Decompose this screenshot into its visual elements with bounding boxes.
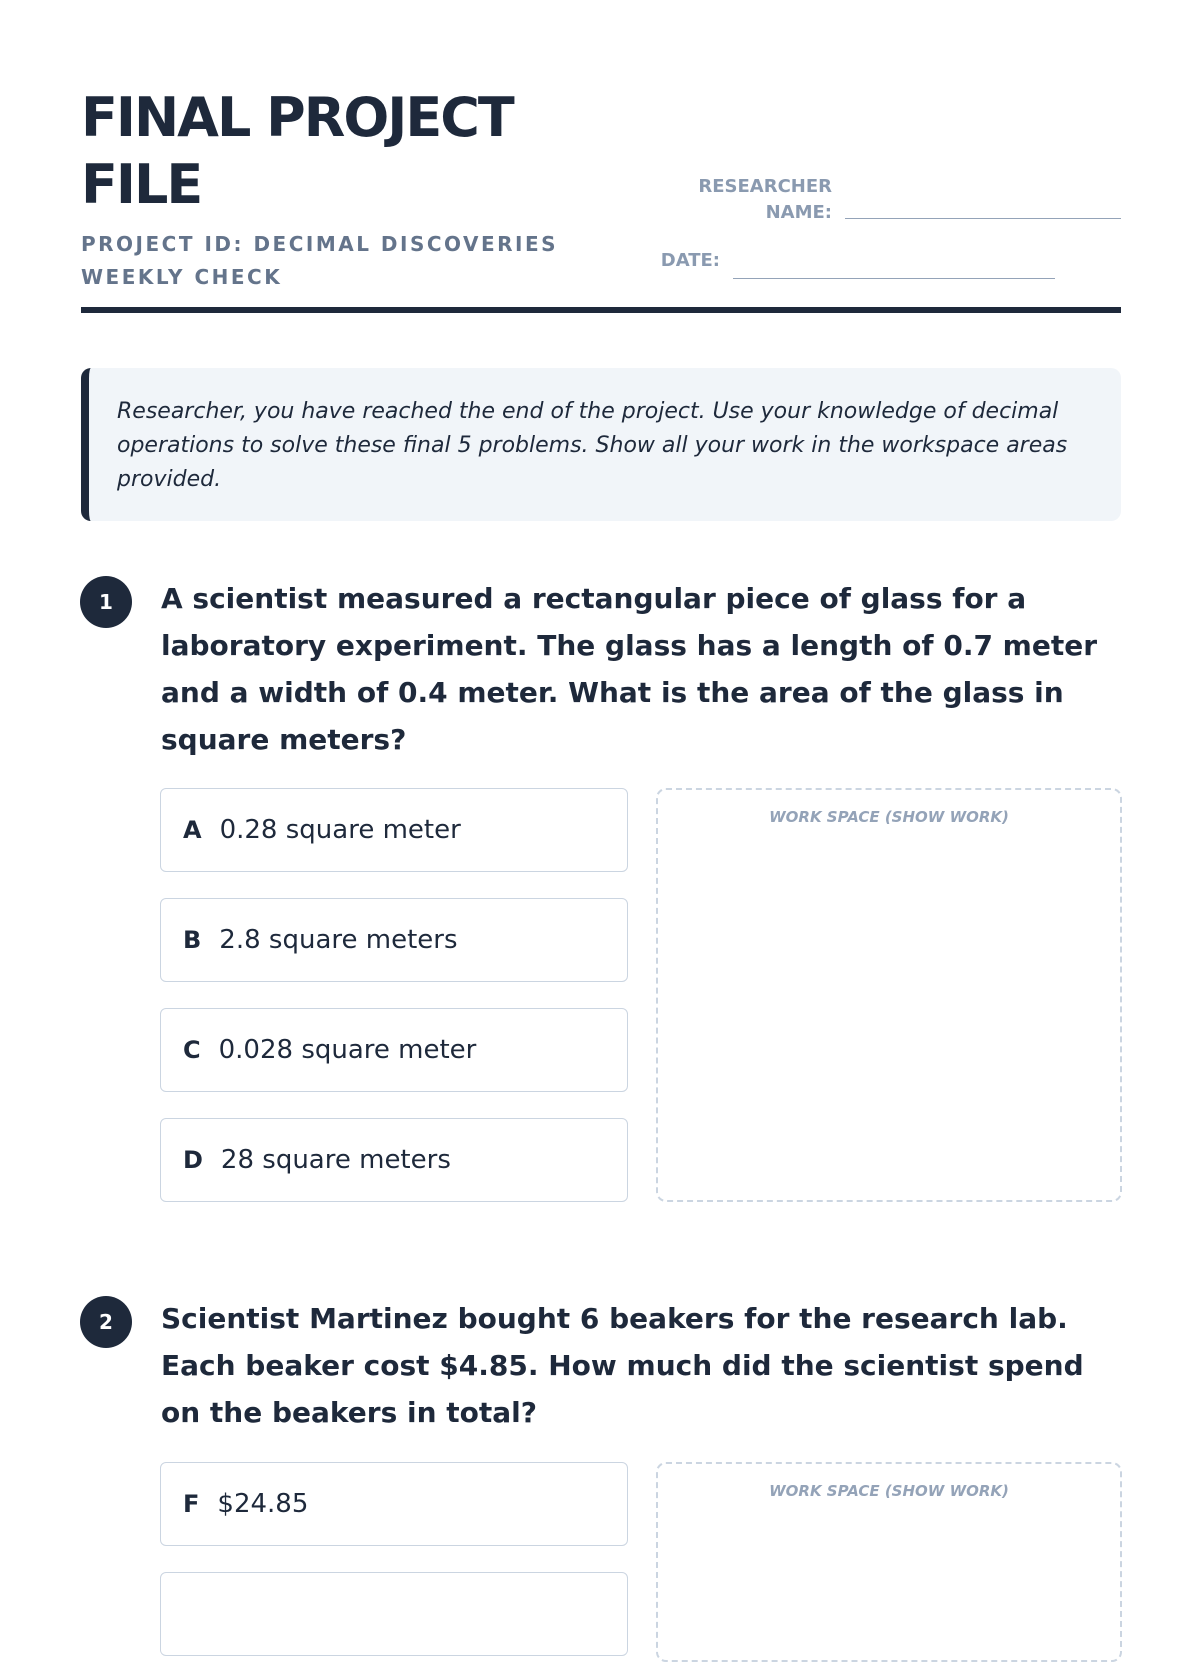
researcher-name-label: [690, 174, 832, 226]
choice-letter: F: [183, 1490, 200, 1518]
choice-text: 0.28 square meter: [219, 815, 461, 845]
question-2-text: Scientist Martinez bought 6 beakers for the research lab. Each beaker cost $4.85. How much did the scientist spend on the beakers in total?: [161, 1302, 1084, 1429]
choice-text: 2.8 square meters: [219, 925, 458, 955]
researcher-name-field[interactable]: [845, 218, 1121, 219]
workspace-label: WORK SPACE (SHOW WORK): [769, 1482, 1009, 1500]
project-id-subtitle: PROJECT ID: DECIMAL DISCOVERIES WEEKLY CHECK: [81, 232, 559, 289]
question-2-workspace[interactable]: [656, 1462, 1122, 1662]
question-2-choice-next[interactable]: [160, 1572, 628, 1656]
question-2-number: 2: [80, 1296, 132, 1348]
question-2-choice-f[interactable]: [160, 1462, 628, 1546]
question-1-text: A scientist measured a rectangular piece of glass for a laboratory experiment. The glass has a length of 0.7 meter and a width of 0.4 meter. What is the area of the glass in square meters?: [161, 582, 1098, 756]
question-1-number: 1: [80, 576, 132, 628]
date-label: DATE:: [660, 250, 720, 271]
researcher-label-line1: RESEARCHER: [698, 176, 832, 197]
question-1-choice-c[interactable]: [160, 1008, 628, 1092]
question-1-workspace[interactable]: [656, 788, 1122, 1202]
choice-letter: C: [183, 1036, 201, 1064]
page-header: [81, 84, 1121, 314]
question-1-choice-a[interactable]: [160, 788, 628, 872]
instructions-callout: Researcher, you have reached the end of the project. Use your knowledge of decimal operations to solve these final 5 problems. Show all your work in the workspace areas provided.: [81, 368, 1121, 521]
choice-letter: B: [183, 926, 202, 954]
choice-text: $24.85: [217, 1489, 309, 1519]
choice-text: 28 square meters: [220, 1145, 451, 1175]
choice-letter: D: [183, 1146, 203, 1174]
workspace-label: WORK SPACE (SHOW WORK): [769, 808, 1009, 826]
date-field[interactable]: [733, 278, 1055, 279]
choice-letter: A: [183, 816, 202, 844]
header-divider: [81, 307, 1121, 313]
question-1-choice-b[interactable]: [160, 898, 628, 982]
researcher-label-line2: NAME:: [765, 202, 832, 223]
choice-text: 0.028 square meter: [218, 1035, 477, 1065]
page-title: FINAL PROJECT FILE: [81, 86, 513, 216]
question-1-choice-d[interactable]: [160, 1118, 628, 1202]
